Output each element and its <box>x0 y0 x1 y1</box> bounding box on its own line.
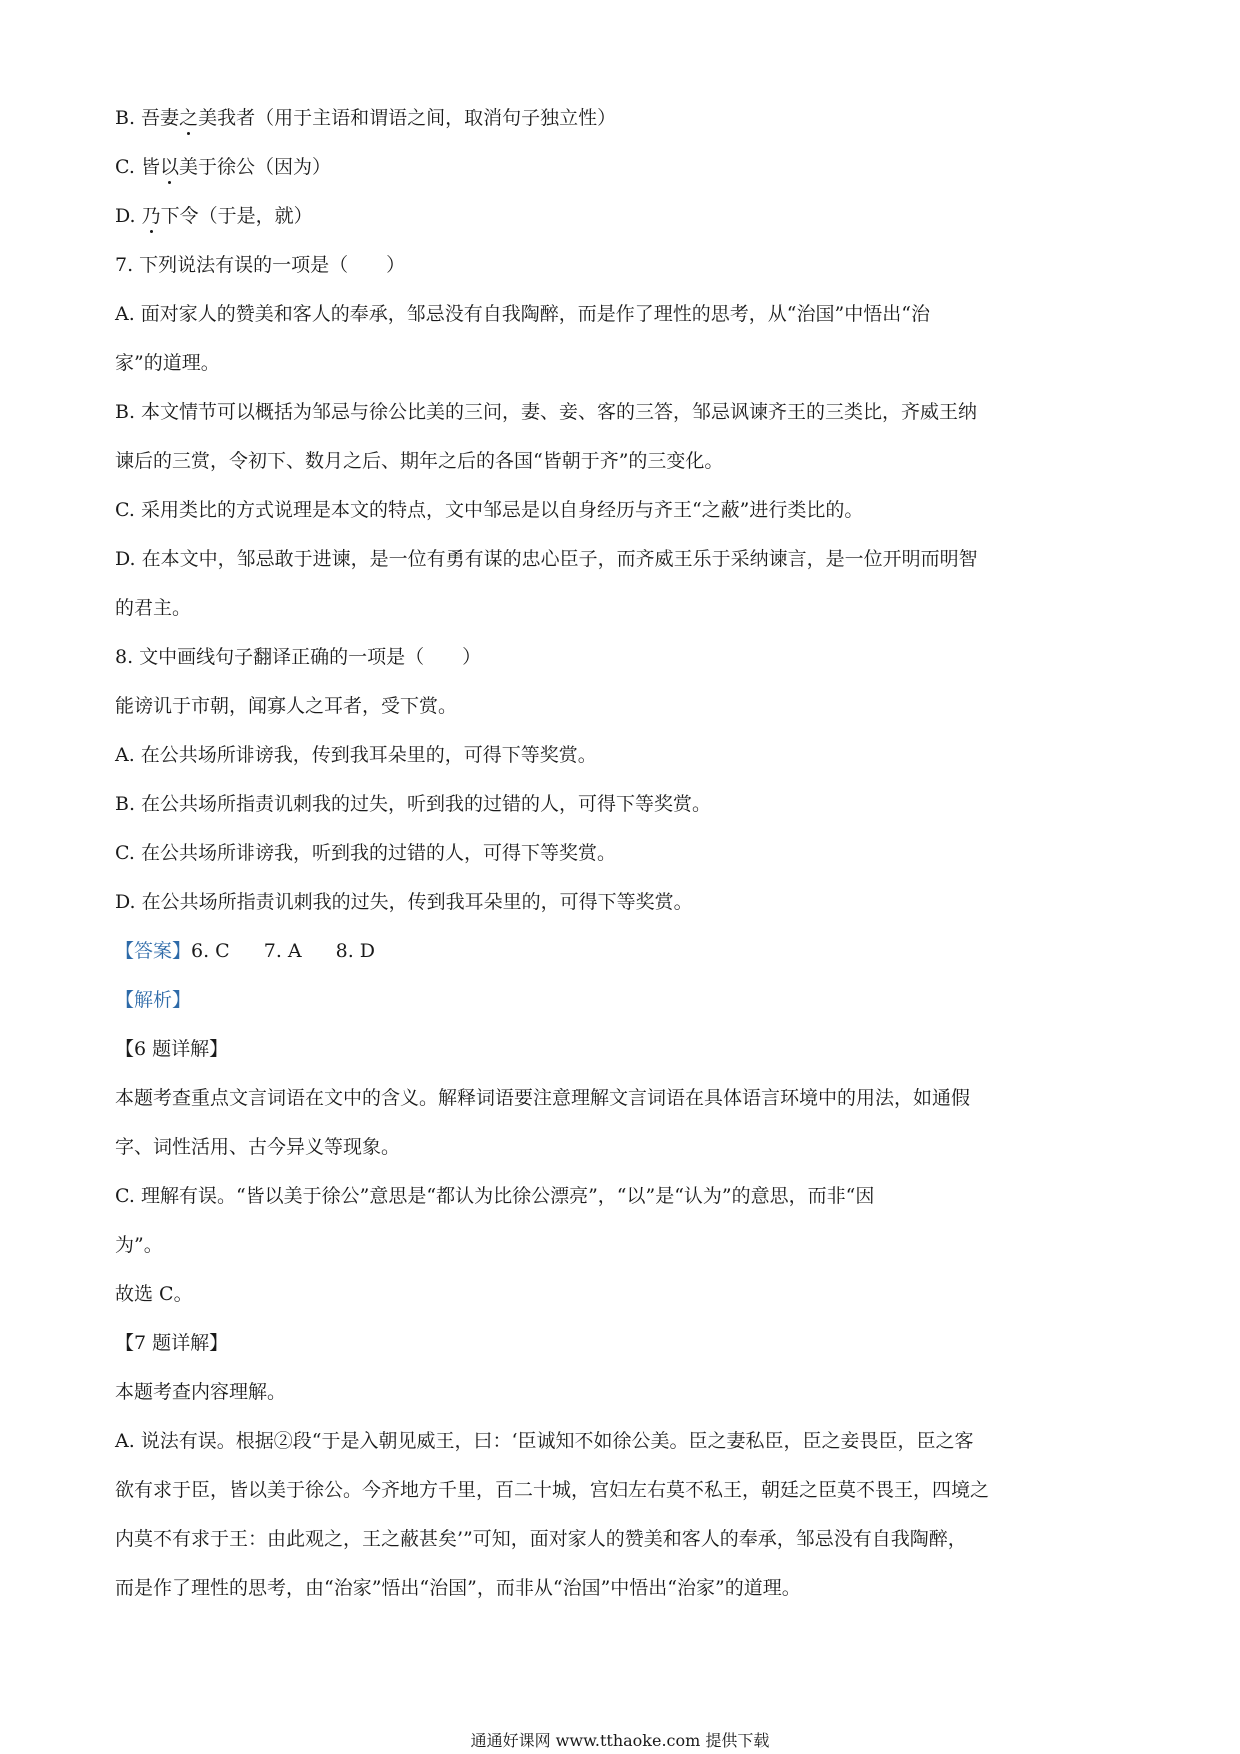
q7-detail-p1: 本题考查内容理解。 <box>115 1381 287 1403</box>
answer-item: 6. C <box>191 940 230 962</box>
q6-d-pre: D. <box>115 205 142 227</box>
q6-detail-p3: 故选 C。 <box>115 1283 193 1305</box>
q7-option-a-line1: A. 面对家人的赞美和客人的奉承，邹忌没有自我陶醉，而是作了理性的思考，从“治国”中悟出“治 <box>115 303 930 325</box>
q7-detail-p2-line4: 而是作了理性的思考，由“治家”悟出“治国”，而非从“治国”中悟出“治家”的道理。 <box>115 1577 801 1599</box>
q6-d-dotted-char: 乃 <box>141 205 161 227</box>
q6-detail-p1-line2: 字、词性活用、古今异义等现象。 <box>115 1136 401 1158</box>
q7-option-a-line2: 家”的道理。 <box>115 352 220 374</box>
q6-c-dotted-char: 以 <box>159 156 179 178</box>
q8-option-a: A. 在公共场所诽谤我，传到我耳朵里的，可得下等奖赏。 <box>115 744 597 766</box>
answer-line <box>115 927 1125 976</box>
q7-option-d-line1: D. 在本文中，邹忌敢于进谏，是一位有勇有谋的忠心臣子，而齐威王乐于采纳谏言，是一位开明而明智 <box>115 548 978 570</box>
q6-b-dotted-char: 之 <box>179 107 199 129</box>
answer-item: 7. A <box>263 940 302 962</box>
q7-option-b-line1: B. 本文情节可以概括为邹忌与徐公比美的三问，妻、妾、客的三答，邹忌讽谏齐王的三类比，齐威王纳 <box>115 401 978 423</box>
document-body <box>115 94 1125 1613</box>
q8-sentence: 能谤讥于市朝，闻寡人之耳者，受下赏。 <box>115 695 458 717</box>
q6-option-d <box>115 192 1125 241</box>
answer-label: 【答案】 <box>115 940 192 962</box>
q6-b-pre: B. 吾妻 <box>115 107 180 129</box>
q6-detail-heading: 【6 题详解】 <box>115 1038 229 1060</box>
q6-b-post: 美我者（用于主语和谓语之间，取消句子独立性） <box>198 107 617 129</box>
q8-option-d: D. 在公共场所指责讥刺我的过失，传到我耳朵里的，可得下等奖赏。 <box>115 891 693 913</box>
answer-item: 8. D <box>335 940 376 962</box>
page-footer: 通通好课网 www.tthaoke.com 提供下载 <box>470 1731 770 1750</box>
q6-c-pre: C. 皆 <box>115 156 160 178</box>
q7-option-c: C. 采用类比的方式说理是本文的特点，文中邹忌是以自身经历与齐王“之蔽”进行类比的。 <box>115 499 864 521</box>
q6-detail-p2-line1: C. 理解有误。“皆以美于徐公”意思是“都认为比徐公漂亮”，“以”是“认为”的意思，而非“因 <box>115 1185 875 1207</box>
q7-option-b-line2: 谏后的三赏，令初下、数月之后、期年之后的各国“皆朝于齐”的三变化。 <box>115 450 724 472</box>
q7-detail-heading: 【7 题详解】 <box>115 1332 229 1354</box>
q6-c-post: 美于徐公（因为） <box>178 156 331 178</box>
q8-stem: 8. 文中画线句子翻译正确的一项是（ ） <box>115 646 482 668</box>
q6-option-c <box>115 143 1125 192</box>
q8-option-c: C. 在公共场所诽谤我，听到我的过错的人，可得下等奖赏。 <box>115 842 616 864</box>
q8-option-b: B. 在公共场所指责讥刺我的过失，听到我的过错的人，可得下等奖赏。 <box>115 793 712 815</box>
q7-option-d-line2: 的君主。 <box>115 597 192 619</box>
q7-stem: 7. 下列说法有误的一项是（ ） <box>115 254 406 276</box>
analysis-label: 【解析】 <box>115 989 192 1011</box>
q6-detail-p1-line1: 本题考查重点文言词语在文中的含义。解释词语要注意理解文言词语在具体语言环境中的用法，如通假 <box>115 1087 971 1109</box>
q7-detail-p2-line2: 欲有求于臣，皆以美于徐公。今齐地方千里，百二十城，宫妇左右莫不私王，朝廷之臣莫不畏王，四境之 <box>115 1479 990 1501</box>
q7-detail-p2-line3: 内莫不有求于王：由此观之，王之蔽甚矣’”可知，面对家人的赞美和客人的奉承，邹忌没有自我陶醉， <box>115 1528 967 1550</box>
q7-detail-p2-line1: A. 说法有误。根据②段“于是入朝见威王，曰：‘臣诚知不如徐公美。臣之妻私臣，臣之妾畏臣，臣之客 <box>115 1430 974 1452</box>
q6-detail-p2-line2: 为”。 <box>115 1234 163 1256</box>
q6-option-b <box>115 94 1125 143</box>
q6-d-post: 下令（于是，就） <box>160 205 313 227</box>
